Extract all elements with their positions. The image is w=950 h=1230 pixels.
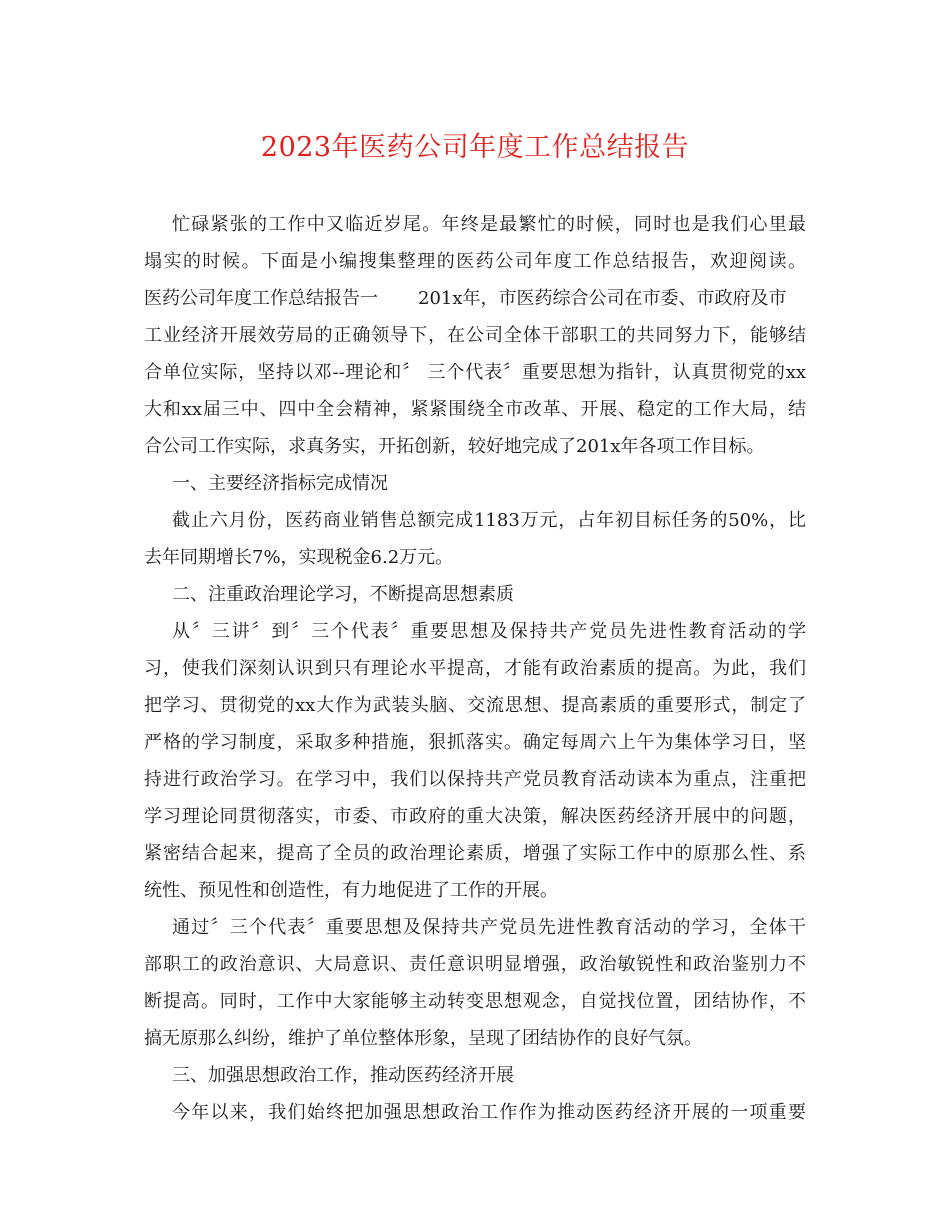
text-line: 把学习、贯彻党的xx大作为武装头脑、交流思想、提高素质的重要形式，制定了 [144,695,806,716]
text-line: 通过〞三个代表〞重要思想及保持共产党员先进性教育活动的学习，全体干 [172,917,806,938]
text-line: 工业经济开展效劳局的正确领导下，在公司全体干部职工的共同努力下，能够结 [144,325,806,346]
section-heading: 三、加强思想政治工作，推动医药经济开展 [172,1065,514,1086]
text-line: 紧密结合起来，提高了全员的政治理论素质，增强了实际工作中的原那么性、系 [144,843,806,864]
text-line: 从〞三讲〞到〞三个代表〞重要思想及保持共产党员先进性教育活动的学 [172,621,806,642]
text-line: 塌实的时候。下面是小编搜集整理的医药公司年度工作总结报告，欢迎阅读。 [144,251,806,272]
text-line: 今年以来，我们始终把加强思想政治工作作为推动医药经济开展的一项重要 [172,1102,806,1123]
text-line: 搞无原那么纠纷，维护了单位整体形象，呈现了团结协作的良好气氛。 [144,1028,702,1049]
text-line: 统性、预见性和创造性，有力地促进了工作的开展。 [144,880,558,901]
text-line: 习，使我们深刻认识到只有理论水平提高，才能有政治素质的提高。为此，我们 [144,658,806,679]
text-line: 截止六月份，医药商业销售总额完成1183万元，占年初目标任务的50%，比 [172,510,806,531]
text-line: 大和xx届三中、四中全会精神，紧紧围绕全市改革、开展、稳定的工作大局，结 [144,399,806,420]
text-line: 严格的学习制度，采取多种措施，狠抓落实。确定每周六上午为集体学习日，坚 [144,732,806,753]
text-line: 持进行政治学习。在学习中，我们以保持共产党员教育活动读本为重点，注重把 [144,769,806,790]
text-line: 学习理论同贯彻落实，市委、市政府的重大决策，解决医药经济开展中的问题， [144,806,806,827]
section-heading: 二、注重政治理论学习，不断提高思想素质 [172,584,514,605]
text-line: 合单位实际，坚持以邓--理论和〞 三个代表〞重要思想为指针，认真贯彻党的xx [144,362,806,383]
text-line: 部职工的政治意识、大局意识、责任意识明显增强，政治敏锐性和政治鉴别力不 [144,954,806,975]
section-heading: 一、主要经济指标完成情况 [172,473,388,494]
text-line: 忙碌紧张的工作中又临近岁尾。年终是最繁忙的时候，同时也是我们心里最 [172,214,806,235]
section-subtitle: 医药公司年度工作总结报告一 [144,288,378,309]
document-title: 2023年医药公司年度工作总结报告 [260,132,690,163]
text-fragment: 201x年，市医药综合公司在市委、市政府及市 [418,288,787,309]
document-body [144,206,806,1131]
text-line: 断提高。同时，工作中大家能够主动转变思想观念，自觉找位置，团结协作，不 [144,991,806,1012]
text-line [144,280,806,317]
text-line: 去年同期增长7%，实现税金6.2万元。 [144,547,454,568]
text-line: 合公司工作实际，求真务实，开拓创新，较好地完成了201x年各项工作目标。 [144,436,765,457]
